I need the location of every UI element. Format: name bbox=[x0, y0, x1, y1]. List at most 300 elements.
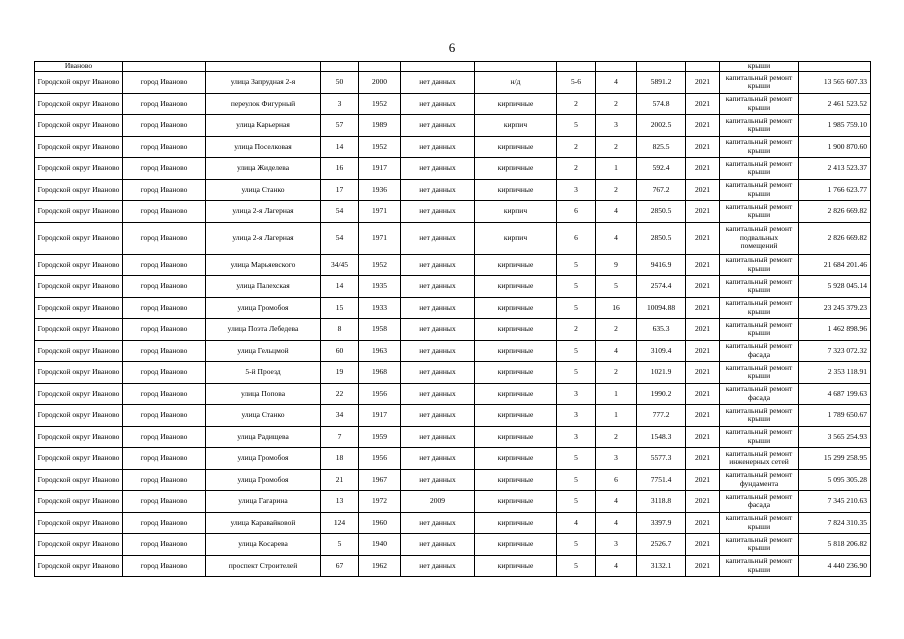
table-cell: 6 bbox=[557, 201, 596, 223]
table-cell: капитальный ремонт крыши bbox=[720, 158, 799, 180]
table-cell: Городской округ Иваново bbox=[35, 362, 123, 384]
table-cell: Городской округ Иваново bbox=[35, 93, 123, 115]
table-cell: 5 bbox=[557, 276, 596, 298]
table-cell: нет данных bbox=[401, 201, 475, 223]
repair-registry-table bbox=[34, 61, 871, 577]
table-cell: 1956 bbox=[359, 383, 401, 405]
table-cell: 2021 bbox=[686, 201, 720, 223]
table-cell: 3 bbox=[321, 93, 359, 115]
table-cell bbox=[206, 62, 321, 72]
table-cell: город Иваново bbox=[123, 383, 206, 405]
table-cell: капитальный ремонт крыши bbox=[720, 297, 799, 319]
table-cell: кирпичные bbox=[475, 179, 557, 201]
table-cell: улица 2-я Лагерная bbox=[206, 222, 321, 254]
table-cell: 2021 bbox=[686, 158, 720, 180]
table-cell: город Иваново bbox=[123, 72, 206, 94]
table-cell: 2002.5 bbox=[637, 115, 686, 137]
table-cell: капитальный ремонт фасада bbox=[720, 491, 799, 513]
table-cell bbox=[686, 62, 720, 72]
table-row bbox=[35, 254, 871, 276]
table-cell: 2021 bbox=[686, 405, 720, 427]
table-cell: 1 bbox=[596, 383, 637, 405]
table-cell: Городской округ Иваново bbox=[35, 491, 123, 513]
table-cell: 2 bbox=[596, 362, 637, 384]
table-cell: 1 462 898.96 bbox=[799, 319, 871, 341]
table-cell: 1021.9 bbox=[637, 362, 686, 384]
table-cell bbox=[123, 62, 206, 72]
table-cell: 2021 bbox=[686, 115, 720, 137]
table-cell: улица Громобоя bbox=[206, 448, 321, 470]
table-cell: город Иваново bbox=[123, 93, 206, 115]
table-row bbox=[35, 512, 871, 534]
table-row bbox=[35, 340, 871, 362]
table-cell: 2021 bbox=[686, 469, 720, 491]
table-cell: город Иваново bbox=[123, 426, 206, 448]
table-cell: улица Гельцмой bbox=[206, 340, 321, 362]
table-cell: 5 818 206.82 bbox=[799, 534, 871, 556]
table-cell: 1 766 623.77 bbox=[799, 179, 871, 201]
table-cell: 124 bbox=[321, 512, 359, 534]
table-cell: 1971 bbox=[359, 201, 401, 223]
table-cell: 10094.88 bbox=[637, 297, 686, 319]
table-cell: 5 bbox=[557, 115, 596, 137]
table-cell: кирпичные bbox=[475, 555, 557, 577]
table-cell: кирпичные bbox=[475, 383, 557, 405]
table-cell: 2021 bbox=[686, 136, 720, 158]
continuation-row bbox=[35, 62, 871, 72]
table-cell: кирпичные bbox=[475, 448, 557, 470]
table-cell: 2 826 669.82 bbox=[799, 201, 871, 223]
table-cell: Городской округ Иваново bbox=[35, 201, 123, 223]
table-cell: Городской округ Иваново bbox=[35, 405, 123, 427]
table-cell: 3 bbox=[557, 426, 596, 448]
table-cell: улица Каравайковой bbox=[206, 512, 321, 534]
table-cell: 21 bbox=[321, 469, 359, 491]
table-cell: 16 bbox=[321, 158, 359, 180]
table-cell: 574.8 bbox=[637, 93, 686, 115]
table-cell bbox=[475, 62, 557, 72]
table-cell: 5 bbox=[557, 340, 596, 362]
table-cell: кирпичные bbox=[475, 158, 557, 180]
table-cell: капитальный ремонт крыши bbox=[720, 534, 799, 556]
table-row bbox=[35, 555, 871, 577]
table-cell: улица Гагарина bbox=[206, 491, 321, 513]
table-cell: город Иваново bbox=[123, 362, 206, 384]
table-cell: улица Палехская bbox=[206, 276, 321, 298]
table-cell: 5891.2 bbox=[637, 72, 686, 94]
table-cell: капитальный ремонт фасада bbox=[720, 383, 799, 405]
table-cell: кирпичные bbox=[475, 469, 557, 491]
table-cell: улица Карьерная bbox=[206, 115, 321, 137]
table-cell: Городской округ Иваново bbox=[35, 254, 123, 276]
table-cell: 5 bbox=[557, 491, 596, 513]
table-cell: 2021 bbox=[686, 534, 720, 556]
table-cell: 2 413 523.37 bbox=[799, 158, 871, 180]
table-cell: город Иваново bbox=[123, 136, 206, 158]
table-row bbox=[35, 491, 871, 513]
table-cell: капитальный ремонт подвальных помещений bbox=[720, 222, 799, 254]
table-cell: город Иваново bbox=[123, 555, 206, 577]
table-cell: город Иваново bbox=[123, 222, 206, 254]
table-cell: 19 bbox=[321, 362, 359, 384]
table-cell: 4 bbox=[596, 72, 637, 94]
table-cell: 1 900 870.60 bbox=[799, 136, 871, 158]
table-cell: капитальный ремонт крыши bbox=[720, 179, 799, 201]
table-cell: 2021 bbox=[686, 383, 720, 405]
table-row bbox=[35, 222, 871, 254]
table-cell: кирпичные bbox=[475, 93, 557, 115]
table-cell: 2021 bbox=[686, 448, 720, 470]
table-cell: 3132.1 bbox=[637, 555, 686, 577]
table-row bbox=[35, 362, 871, 384]
table-cell: 5 bbox=[557, 362, 596, 384]
table-cell: н/д bbox=[475, 72, 557, 94]
table-cell: 2850.5 bbox=[637, 222, 686, 254]
table-cell: 592.4 bbox=[637, 158, 686, 180]
table-cell: 3397.9 bbox=[637, 512, 686, 534]
table-cell: улица Поселковая bbox=[206, 136, 321, 158]
table-cell: кирпичные bbox=[475, 534, 557, 556]
table-cell: Городской округ Иваново bbox=[35, 534, 123, 556]
table-cell: кирпичные bbox=[475, 340, 557, 362]
table-cell: 777.2 bbox=[637, 405, 686, 427]
table-cell: 5 bbox=[557, 469, 596, 491]
table-cell: 1548.3 bbox=[637, 426, 686, 448]
table-cell: 4 440 236.90 bbox=[799, 555, 871, 577]
table-cell: 1952 bbox=[359, 136, 401, 158]
table-cell: 50 bbox=[321, 72, 359, 94]
table-cell: 3 565 254.93 bbox=[799, 426, 871, 448]
table-cell: 2021 bbox=[686, 362, 720, 384]
table-cell: кирпичные bbox=[475, 491, 557, 513]
table-cell: улица Радищева bbox=[206, 426, 321, 448]
table-cell: Городской округ Иваново bbox=[35, 340, 123, 362]
table-cell: капитальный ремонт крыши bbox=[720, 136, 799, 158]
table-cell: кирпич bbox=[475, 201, 557, 223]
table-cell bbox=[799, 62, 871, 72]
table-cell: улица Громобоя bbox=[206, 469, 321, 491]
table-cell: нет данных bbox=[401, 555, 475, 577]
table-cell: 2574.4 bbox=[637, 276, 686, 298]
table-cell: 5 bbox=[557, 254, 596, 276]
table-cell: нет данных bbox=[401, 115, 475, 137]
table-cell: 1963 bbox=[359, 340, 401, 362]
table-cell: 1952 bbox=[359, 93, 401, 115]
table-cell: 1 789 650.67 bbox=[799, 405, 871, 427]
table-cell: улица Запрудная 2-я bbox=[206, 72, 321, 94]
table-cell: 2009 bbox=[401, 491, 475, 513]
table-cell: 7 323 072.32 bbox=[799, 340, 871, 362]
table-cell: 2 bbox=[596, 93, 637, 115]
table-cell: 1933 bbox=[359, 297, 401, 319]
table-cell: улица Громобоя bbox=[206, 297, 321, 319]
table-cell: 5 bbox=[557, 448, 596, 470]
table-cell: 1962 bbox=[359, 555, 401, 577]
table-cell: 57 bbox=[321, 115, 359, 137]
table-cell: 1917 bbox=[359, 405, 401, 427]
table-cell: 4 bbox=[596, 222, 637, 254]
table-cell: 7 824 310.35 bbox=[799, 512, 871, 534]
table-cell: 15 299 258.95 bbox=[799, 448, 871, 470]
table-cell: Городской округ Иваново bbox=[35, 383, 123, 405]
table-cell: крыши bbox=[720, 62, 799, 72]
table-cell: улица Марьяевского bbox=[206, 254, 321, 276]
table-cell: 5 bbox=[596, 276, 637, 298]
table-cell: Городской округ Иваново bbox=[35, 179, 123, 201]
table-cell: 2 bbox=[596, 426, 637, 448]
table-cell: 2021 bbox=[686, 254, 720, 276]
table-cell: город Иваново bbox=[123, 254, 206, 276]
table-cell: 14 bbox=[321, 276, 359, 298]
table-cell: 2 bbox=[596, 179, 637, 201]
table-cell: 1971 bbox=[359, 222, 401, 254]
table-cell: Городской округ Иваново bbox=[35, 72, 123, 94]
table-cell: нет данных bbox=[401, 362, 475, 384]
table-cell: 5 bbox=[557, 534, 596, 556]
table-cell: 2 461 523.52 bbox=[799, 93, 871, 115]
table-cell: капитальный ремонт фундамента bbox=[720, 469, 799, 491]
table-cell: город Иваново bbox=[123, 469, 206, 491]
table-cell: 2021 bbox=[686, 491, 720, 513]
table-cell: капитальный ремонт крыши bbox=[720, 72, 799, 94]
table-cell: 2021 bbox=[686, 222, 720, 254]
table-cell: нет данных bbox=[401, 72, 475, 94]
table-cell: 1989 bbox=[359, 115, 401, 137]
table-cell: нет данных bbox=[401, 93, 475, 115]
table-cell: 2526.7 bbox=[637, 534, 686, 556]
table-cell: 2 bbox=[557, 136, 596, 158]
table-cell: 2 bbox=[596, 319, 637, 341]
table-cell: 67 bbox=[321, 555, 359, 577]
table-cell: улица Станко bbox=[206, 179, 321, 201]
table-cell: 1935 bbox=[359, 276, 401, 298]
table-cell: кирпич bbox=[475, 222, 557, 254]
table-cell: 16 bbox=[596, 297, 637, 319]
table-cell: 2 353 118.91 bbox=[799, 362, 871, 384]
table-cell: 2021 bbox=[686, 276, 720, 298]
table-cell: 1917 bbox=[359, 158, 401, 180]
table-cell: Городской округ Иваново bbox=[35, 136, 123, 158]
table-cell: 1967 bbox=[359, 469, 401, 491]
table-cell: кирпичные bbox=[475, 362, 557, 384]
table-cell: переулок Фигурный bbox=[206, 93, 321, 115]
table-cell: капитальный ремонт крыши bbox=[720, 115, 799, 137]
table-cell: 4 bbox=[596, 555, 637, 577]
table-row bbox=[35, 72, 871, 94]
table-row bbox=[35, 534, 871, 556]
table-cell: город Иваново bbox=[123, 491, 206, 513]
table-cell: 1940 bbox=[359, 534, 401, 556]
table-cell: город Иваново bbox=[123, 201, 206, 223]
table-row bbox=[35, 201, 871, 223]
table-cell: капитальный ремонт крыши bbox=[720, 93, 799, 115]
table-cell: 3 bbox=[596, 448, 637, 470]
table-cell: кирпич bbox=[475, 115, 557, 137]
table-cell: 21 684 201.46 bbox=[799, 254, 871, 276]
table-cell: нет данных bbox=[401, 158, 475, 180]
table-cell: 5577.3 bbox=[637, 448, 686, 470]
table-cell: кирпичные bbox=[475, 405, 557, 427]
table-cell: кирпичные bbox=[475, 254, 557, 276]
table-cell: город Иваново bbox=[123, 340, 206, 362]
table-cell: 34/45 bbox=[321, 254, 359, 276]
table-cell: 4 bbox=[596, 491, 637, 513]
table-cell: нет данных bbox=[401, 448, 475, 470]
table-cell: нет данных bbox=[401, 179, 475, 201]
table-cell: 18 bbox=[321, 448, 359, 470]
table-row bbox=[35, 276, 871, 298]
table-row bbox=[35, 405, 871, 427]
table-cell: 9416.9 bbox=[637, 254, 686, 276]
table-cell: 5 bbox=[557, 555, 596, 577]
table-cell: 825.5 bbox=[637, 136, 686, 158]
table-cell: 2 826 669.82 bbox=[799, 222, 871, 254]
table-cell: 4 bbox=[596, 340, 637, 362]
table-cell: 13 565 607.33 bbox=[799, 72, 871, 94]
table-cell: Иваново bbox=[35, 62, 123, 72]
table-cell: кирпичные bbox=[475, 512, 557, 534]
table-cell: 3 bbox=[557, 383, 596, 405]
table-cell: 22 bbox=[321, 383, 359, 405]
table-cell: капитальный ремонт крыши bbox=[720, 276, 799, 298]
table-cell: Городской округ Иваново bbox=[35, 448, 123, 470]
table-row bbox=[35, 158, 871, 180]
table-cell: 8 bbox=[321, 319, 359, 341]
table-cell: 2 bbox=[557, 158, 596, 180]
table-row bbox=[35, 136, 871, 158]
table-row bbox=[35, 469, 871, 491]
table-cell: город Иваново bbox=[123, 115, 206, 137]
table-cell: 3 bbox=[596, 115, 637, 137]
table-cell bbox=[637, 62, 686, 72]
table-row bbox=[35, 297, 871, 319]
table-cell: 2021 bbox=[686, 93, 720, 115]
table-cell: проспект Строителей bbox=[206, 555, 321, 577]
table-cell: город Иваново bbox=[123, 512, 206, 534]
table-cell: 4 bbox=[596, 512, 637, 534]
table-row bbox=[35, 448, 871, 470]
table-cell: город Иваново bbox=[123, 179, 206, 201]
table-cell: 4 bbox=[596, 201, 637, 223]
table-cell: улица Жиделева bbox=[206, 158, 321, 180]
table-row bbox=[35, 319, 871, 341]
table-row bbox=[35, 179, 871, 201]
table-cell: 3 bbox=[596, 534, 637, 556]
table-cell: нет данных bbox=[401, 297, 475, 319]
table-cell: 1972 bbox=[359, 491, 401, 513]
table-cell: улица Косарева bbox=[206, 534, 321, 556]
table-cell: кирпичные bbox=[475, 426, 557, 448]
table-cell: 2021 bbox=[686, 555, 720, 577]
table-cell: кирпичные bbox=[475, 319, 557, 341]
table-cell: нет данных bbox=[401, 136, 475, 158]
table-cell: капитальный ремонт крыши bbox=[720, 512, 799, 534]
table-cell: Городской округ Иваново bbox=[35, 158, 123, 180]
table-cell: Городской округ Иваново bbox=[35, 512, 123, 534]
table-cell bbox=[557, 62, 596, 72]
table-cell: нет данных bbox=[401, 254, 475, 276]
table-cell: кирпичные bbox=[475, 136, 557, 158]
table-cell: 2850.5 bbox=[637, 201, 686, 223]
table-cell: город Иваново bbox=[123, 448, 206, 470]
table-cell: 1 bbox=[596, 158, 637, 180]
table-cell: 4 687 199.63 bbox=[799, 383, 871, 405]
table-cell: кирпичные bbox=[475, 276, 557, 298]
table-cell: капитальный ремонт фасада bbox=[720, 340, 799, 362]
table-cell: город Иваново bbox=[123, 319, 206, 341]
table-cell: нет данных bbox=[401, 534, 475, 556]
table-cell: 4 bbox=[557, 512, 596, 534]
table-cell: 54 bbox=[321, 201, 359, 223]
table-cell: Городской округ Иваново bbox=[35, 297, 123, 319]
table-cell: 2021 bbox=[686, 426, 720, 448]
table-row bbox=[35, 383, 871, 405]
table-cell: Городской округ Иваново bbox=[35, 222, 123, 254]
table-cell: кирпичные bbox=[475, 297, 557, 319]
table-cell: капитальный ремонт крыши bbox=[720, 319, 799, 341]
table-cell: 1959 bbox=[359, 426, 401, 448]
table-cell: 5 928 045.14 bbox=[799, 276, 871, 298]
table-cell: 2 bbox=[557, 93, 596, 115]
table-cell bbox=[401, 62, 475, 72]
table-cell bbox=[321, 62, 359, 72]
table-cell: 23 245 379.23 bbox=[799, 297, 871, 319]
table-cell: нет данных bbox=[401, 512, 475, 534]
table-cell: нет данных bbox=[401, 383, 475, 405]
table-cell: 1936 bbox=[359, 179, 401, 201]
table-cell: 6 bbox=[557, 222, 596, 254]
table-cell: 7751.4 bbox=[637, 469, 686, 491]
table-cell: капитальный ремонт инженерных сетей bbox=[720, 448, 799, 470]
table-row bbox=[35, 426, 871, 448]
table-cell: 1968 bbox=[359, 362, 401, 384]
table-cell: нет данных bbox=[401, 319, 475, 341]
table-cell: 3109.4 bbox=[637, 340, 686, 362]
table-cell: капитальный ремонт крыши bbox=[720, 362, 799, 384]
table-cell: 2000 bbox=[359, 72, 401, 94]
table-cell: капитальный ремонт крыши bbox=[720, 555, 799, 577]
table-cell: 1 bbox=[596, 405, 637, 427]
table-cell: Городской округ Иваново bbox=[35, 469, 123, 491]
table-cell: Городской округ Иваново bbox=[35, 115, 123, 137]
table-cell: 2 bbox=[596, 136, 637, 158]
table-cell: 54 bbox=[321, 222, 359, 254]
table-cell: 3118.8 bbox=[637, 491, 686, 513]
table-cell: 2021 bbox=[686, 72, 720, 94]
table-cell: 1 985 759.10 bbox=[799, 115, 871, 137]
table-cell bbox=[359, 62, 401, 72]
table-cell: улица Станко bbox=[206, 405, 321, 427]
table-cell: 34 bbox=[321, 405, 359, 427]
table-cell: улица Попова bbox=[206, 383, 321, 405]
table-cell: 1990.2 bbox=[637, 383, 686, 405]
table-cell: Городской округ Иваново bbox=[35, 555, 123, 577]
table-cell: 2021 bbox=[686, 340, 720, 362]
page-number: 6 bbox=[448, 40, 456, 55]
table-cell: 5-й Проезд bbox=[206, 362, 321, 384]
table-cell: нет данных bbox=[401, 469, 475, 491]
table-cell: город Иваново bbox=[123, 405, 206, 427]
table-row bbox=[35, 115, 871, 137]
table-cell: нет данных bbox=[401, 426, 475, 448]
table-cell: 1960 bbox=[359, 512, 401, 534]
table-cell: 17 bbox=[321, 179, 359, 201]
table-cell: 5 bbox=[321, 534, 359, 556]
table-cell: 14 bbox=[321, 136, 359, 158]
table-cell: капитальный ремонт крыши bbox=[720, 405, 799, 427]
table-cell: 5-6 bbox=[557, 72, 596, 94]
table-cell: капитальный ремонт крыши bbox=[720, 426, 799, 448]
